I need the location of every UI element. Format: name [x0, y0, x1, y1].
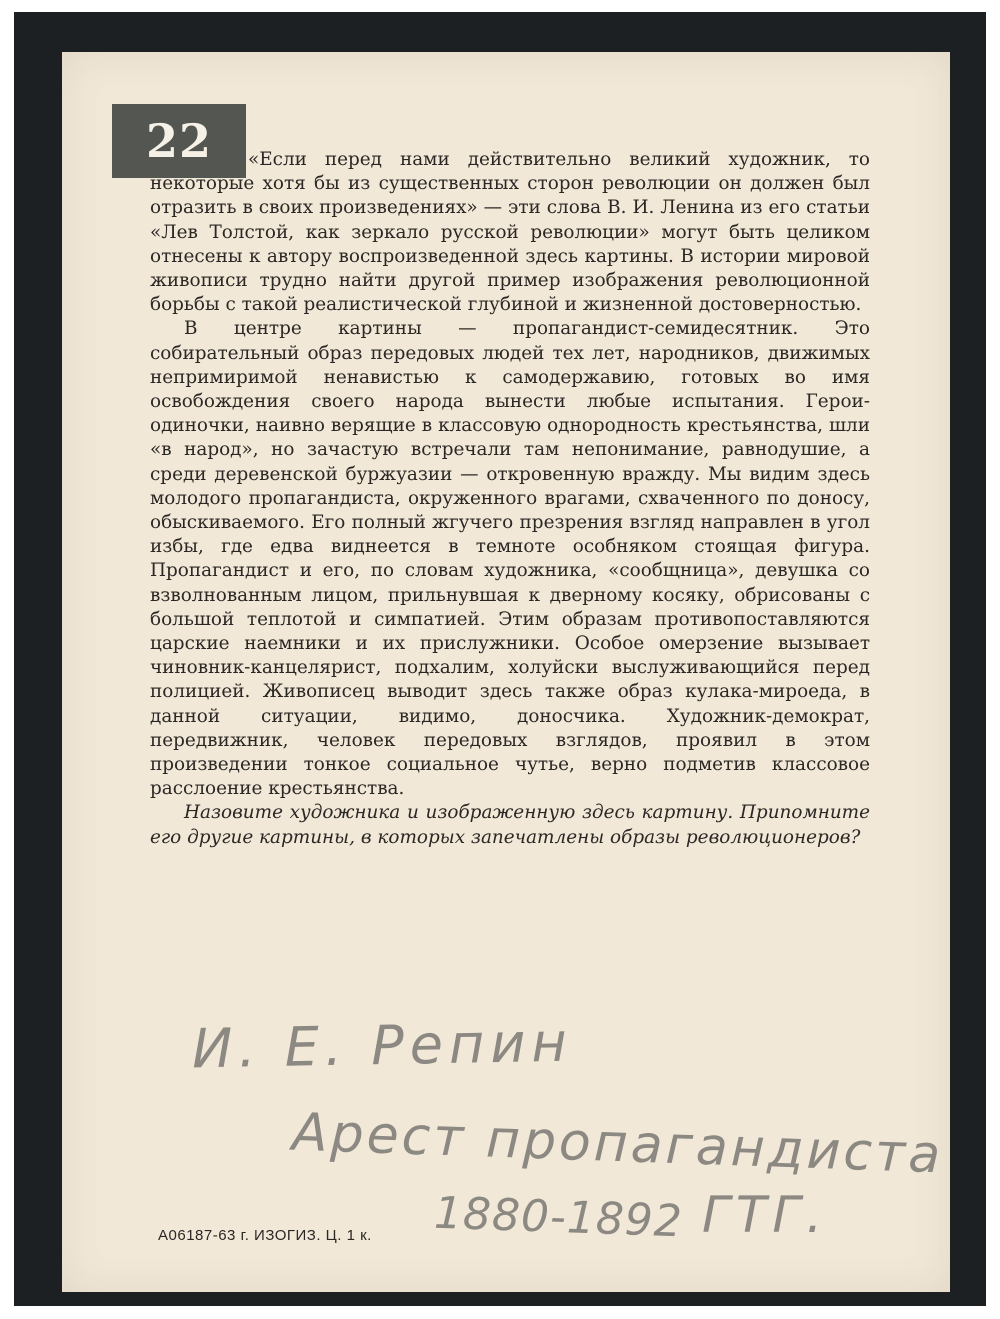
- handwritten-years: 1880-1892: [433, 1187, 684, 1248]
- quiz-question: Назовите художника и изображенную здесь картину. Припомните его другие картины, в которых запечатлены образы революционеров?: [150, 802, 870, 848]
- handwritten-museum: ГТГ.: [702, 1186, 829, 1244]
- quiz-card: [62, 52, 950, 1292]
- handwritten-title: Арест пропагандиста: [291, 1102, 945, 1186]
- paragraph-description: В центре картины — пропагандист-семидесятник. Это собирательный образ передовых людей тех лет, народников, движимых непримиримой ненавистью к самодержавию, готовых во имя освобождения своего народа вынести любые испытания. Герои-одиночки, наивно верящие в классовую однородность крестьянства, шли «в народ», но зачастую встречали там непонимание, равнодушие, а среди деревенской буржуазии — откровенную вражду. Мы видим здесь молодого пропагандиста, окруженного врагами, схваченного по доносу, обыскиваемого. Его полный жгучего презрения взгляд направлен в угол избы, где едва виднеется в темноте особняком стоящая фигура. Пропагандист и его, по словам художника, «сообщница», девушка со взволнованным лицом, прильнувшая к дверному косяку, обрисованы с большой теплотой и симпатией. Этим образам противопоставляются царские наемники и их прислужники. Особое омерзение вызывает чиновник-канцелярист, подхалим, холуйски выслуживающийся перед полицией. Живописец выводит здесь также образ кулака-мироеда, в данной ситуации, видимо, доносчика. Художник-демократ, передвижник, человек передовых взглядов, проявил в этом произведении тонкое социальное чутье, верно подметив классовое расслоение крестьянства.: [150, 318, 870, 800]
- publisher-imprint: А06187-63 г. ИЗОГИЗ. Ц. 1 к.: [158, 1227, 372, 1244]
- card-text: [150, 148, 870, 850]
- paragraph-intro: «Если перед нами действительно великий художник, то некоторые хотя бы из существенных сторон революции он должен был отразить в своих произведениях» — эти слова В. И. Ленина из его статьи «Лев Толстой, как зеркало русской революции» могут быть целиком отнесены к автору воспроизведенной здесь картины. В истории мировой живописи трудно найти другой пример изображения революционной борьбы с такой реалистической глубиной и жизненной достоверностью.: [150, 149, 870, 316]
- card-border: [14, 12, 986, 1306]
- handwritten-artist: И. Е. Репин: [191, 1010, 574, 1081]
- card-number-badge: 22: [112, 104, 246, 178]
